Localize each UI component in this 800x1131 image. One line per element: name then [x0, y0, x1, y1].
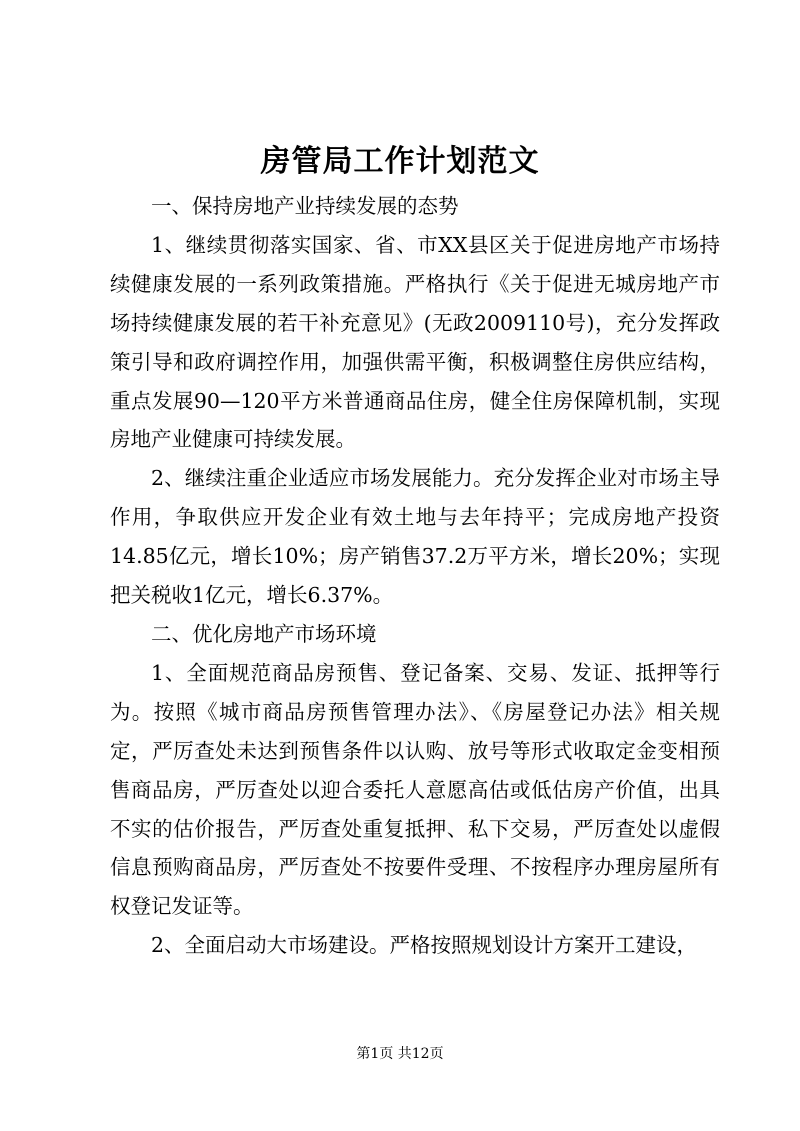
paragraph-2-1: 1、全面规范商品房预售、登记备案、交易、发证、抵押等行为。按照《城市商品房预售管理办法》、《房屋登记办法》相关规定，严厉查处未达到预售条件以认购、放号等形式收取定金变相预售商品房，严厉查处以迎合委托人意愿高估或低估房产价值，出具不实的估价报告，严厉查处重复抵押、私下交易，严厉查处以虚假信息预购商品房，严厉查处不按要件受理、不按程序办理房屋所有权登记发证等。: [110, 660, 720, 919]
paragraph-2-2: 2、全面启动大市场建设。严格按照规划设计方案开工建设，: [151, 933, 698, 958]
section-heading-2: 二、优化房地产市场环境: [151, 621, 377, 646]
paragraph-1-1: 1、继续贯彻落实国家、省、市XX县区关于促进房地产市场持续健康发展的一系列政策措施。严格执行《关于促进无城房地产市场持续健康发展的若干补充意见》(无政2009110号)，充分发挥政策引导和政府调控作用，加强供需平衡，积极调整住房供应结构，重点发展90—120平方米普通商品住房，健全住房保障机制，实现房地产业健康可持续发展。: [110, 232, 720, 452]
section-heading-1: 一、保持房地产业持续发展的态势: [151, 194, 459, 218]
page-footer: 第1页 共12页: [356, 1046, 444, 1062]
document-body: [110, 187, 720, 965]
document-title: 房管局工作计划范文: [260, 144, 540, 179]
paragraph-1-2: 2、继续注重企业适应市场发展能力。充分发挥企业对市场主导作用，争取供应开发企业有效土地与去年持平；完成房地产投资14.85亿元，增长10%；房产销售37.2万平方米，增长20%；实现把关税收1亿元，增长6.37%。: [110, 466, 720, 608]
